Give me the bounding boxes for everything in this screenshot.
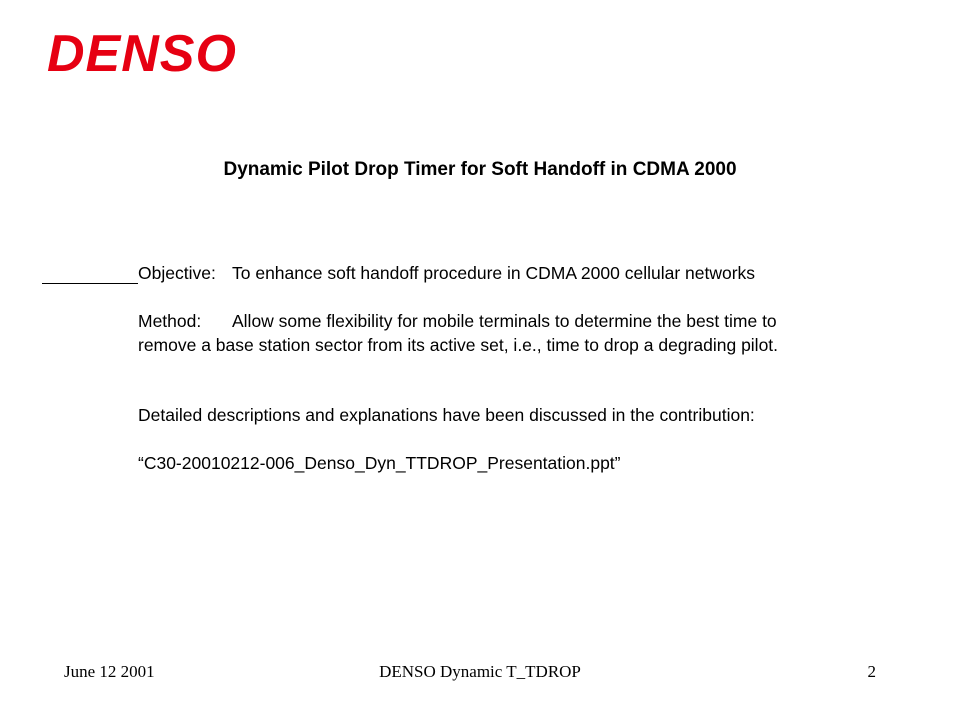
footer-title: DENSO Dynamic T_TDROP [379,662,581,681]
method-line-1 [138,309,918,333]
method-text-1: Allow some flexibility for mobile terminals to determine the best time to [232,311,777,331]
details-text: Detailed descriptions and explanations have been discussed in the contribution: [138,405,755,425]
slide-title: Dynamic Pilot Drop Timer for Soft Handoff in CDMA 2000 [223,159,737,180]
objective-line [138,261,918,285]
file-reference: “C30-20010212-006_Denso_Dyn_TTDROP_Presentation.ppt” [138,453,621,473]
footer-date: June 12 2001 [64,662,155,681]
method-label: Method: [138,311,202,331]
objective-text: To enhance soft handoff procedure in CDMA 2000 cellular networks [232,263,756,283]
objective-rule [42,283,138,284]
method-line-2: remove a base station sector from its active set, i.e., time to drop a degrading pilot. [138,335,779,355]
objective-label: Objective: [138,263,216,283]
denso-logo: DENSO [47,25,237,83]
footer-page-number: 2 [867,662,876,681]
